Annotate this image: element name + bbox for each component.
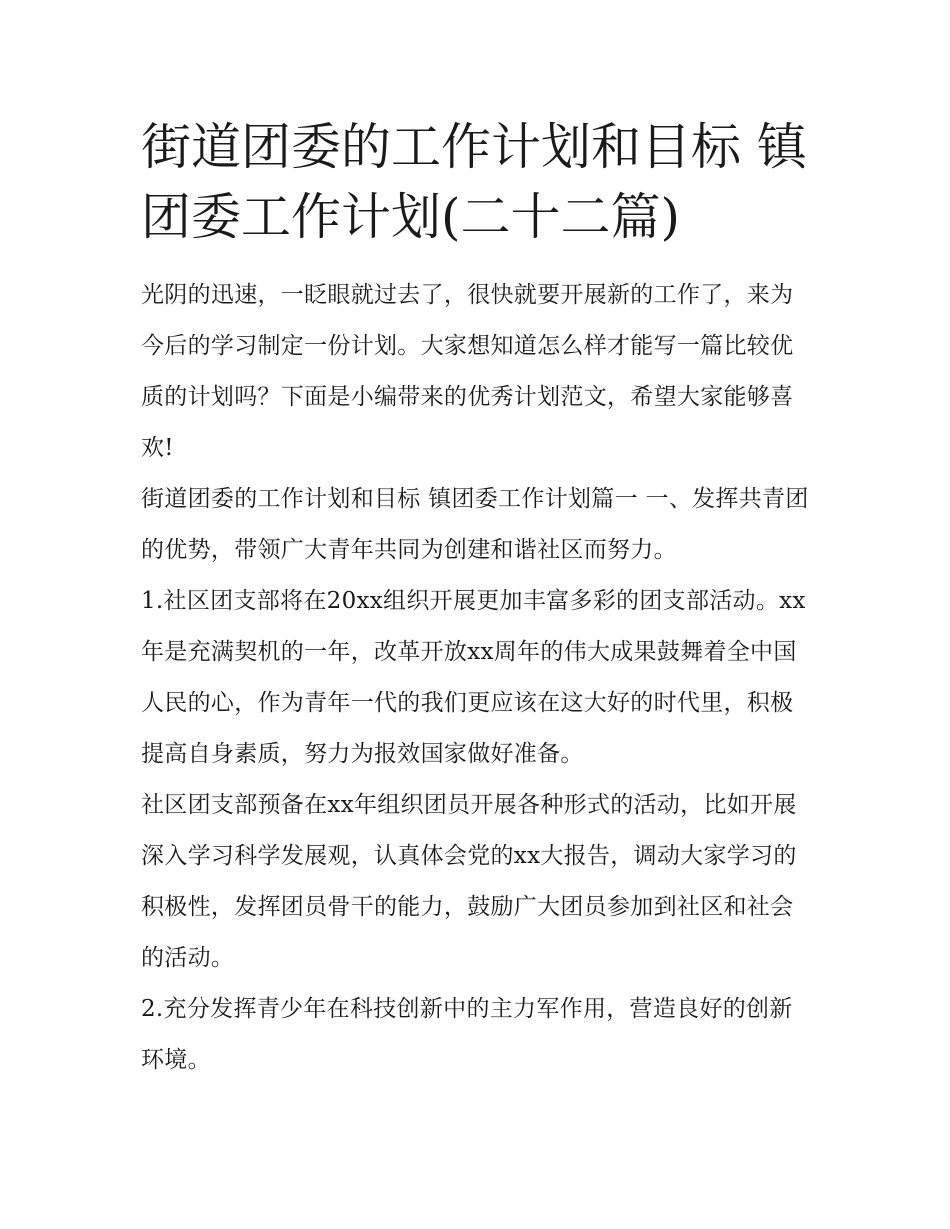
paragraph-section-one: 街道团委的工作计划和目标 镇团委工作计划篇一 一、发挥共青团的优势，带领广大青年共同为创建和谐社区而努力。 bbox=[141, 486, 809, 563]
paragraph-activities: 社区团支部预备在xx年组织团员开展各种形式的活动，比如开展深入学习科学发展观，认真体会党的xx大报告，调动大家学习的积极性，发挥团员骨干的能力，鼓励广大团员参加到社区和社会的活动。 bbox=[141, 792, 797, 971]
paragraph-item-1: 1.社区团支部将在20xx组织开展更加丰富多彩的团支部活动。xx年是充满契机的一年，改革开放xx周年的伟大成果鼓舞着全中国人民的心，作为青年一代的我们更应该在这大好的时代里，积极提高自身素质，努力为报效国家做好准备。 bbox=[141, 588, 806, 767]
paragraph-item-2: 2.充分发挥青少年在科技创新中的主力军作用，营造良好的创新环境。 bbox=[141, 996, 793, 1073]
paragraph-intro: 光阴的迅速，一眨眼就过去了，很快就要开展新的工作了，来为今后的学习制定一份计划。大家想知道怎么样才能写一篇比较优质的计划吗？下面是小编带来的优秀计划范文，希望大家能够喜欢! bbox=[141, 282, 794, 461]
document-title: 街道团委的工作计划和目标 镇团委工作计划(二十二篇) bbox=[141, 118, 807, 246]
document-page bbox=[141, 112, 813, 1086]
